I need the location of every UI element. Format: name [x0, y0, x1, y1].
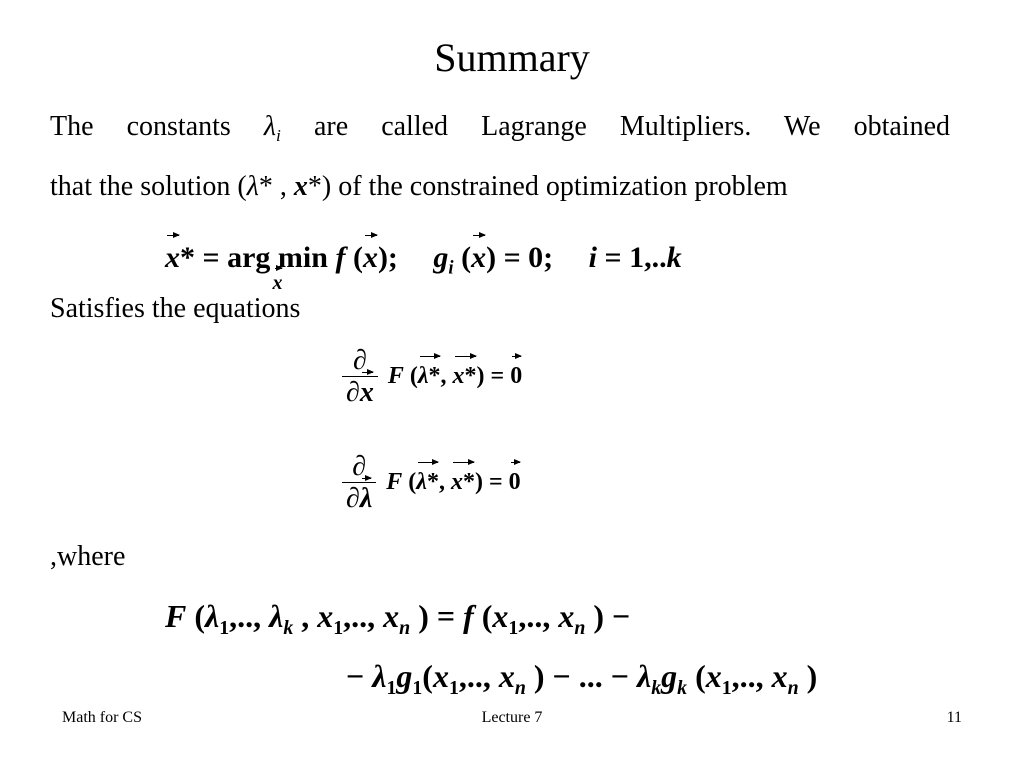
partial-den-symbol-2: ∂: [346, 483, 360, 514]
sub-nd: n: [787, 676, 799, 699]
lambda-symbol: λ: [263, 111, 277, 142]
paragraph-line-2: [50, 170, 950, 204]
where-text: ,where: [50, 541, 126, 572]
x-vec-3: x: [471, 241, 487, 274]
lambda-vec-2: λ: [416, 469, 427, 496]
x-1d: x: [705, 658, 722, 694]
sub-1g: 1: [721, 676, 732, 699]
g-symbol: g: [433, 241, 449, 274]
star: *: [258, 171, 273, 202]
footer-center: Lecture 7: [481, 709, 543, 726]
sub-n: n: [399, 616, 411, 639]
x-vec: x: [165, 241, 180, 274]
footer-left: Math for CS: [62, 709, 142, 726]
lambda-1: λ: [205, 598, 220, 634]
F-symbol-2: F: [386, 469, 403, 496]
partial-den-2: [342, 482, 376, 515]
footer-page-number: 11: [946, 709, 962, 726]
text-lagrange: are called Lagrange Multipliers. We obtained: [313, 111, 950, 142]
text-solution: that the solution (: [50, 171, 247, 202]
k-symbol: k: [666, 241, 682, 274]
lambda-k: λ: [269, 598, 284, 634]
g-1: g: [396, 658, 413, 694]
sub-1a: 1: [219, 616, 230, 639]
x-vec-2: x: [362, 241, 378, 274]
partial-lambda-equation: $\frac{\partial}{\partial\lambda}$ F (λ*, x*) = 0: [342, 452, 521, 515]
den-lambda-vec: λ: [359, 483, 373, 514]
argmin: [227, 240, 328, 294]
x-1: x: [317, 598, 334, 634]
optimization-equation: x* = arg min x f (x); $g_i$ (x) = 0; i = 1,..k: [165, 241, 682, 294]
text-optimization-problem: *) of the constrained optimization problem: [307, 171, 788, 202]
lambda-star-symbol: λ: [246, 171, 259, 202]
f-symbol: f: [335, 241, 346, 274]
f-def: f: [463, 598, 474, 634]
lambda-1b: λ: [372, 658, 387, 694]
sub-1d: 1: [386, 676, 397, 699]
x-star-symbol: x: [293, 171, 308, 202]
argmin-x-vec: x: [272, 272, 283, 294]
g-subscript-i: i: [448, 257, 454, 279]
partial-num-2: ∂: [352, 451, 367, 482]
zero-vec-2: 0: [508, 469, 521, 496]
x-1c: x: [432, 658, 449, 694]
sub-1f: 1: [448, 676, 459, 699]
fraction-d-dx: [342, 346, 378, 409]
partial-num: ∂: [353, 345, 367, 376]
F-symbol: F: [387, 363, 404, 390]
x-n: x: [383, 598, 400, 634]
sub-1c: 1: [508, 616, 519, 639]
x-vec-4: x: [452, 363, 465, 390]
F-definition-line-1: F ($\lambda_1$,.., $\lambda_k$ , $x_1$,.., $x_n$ ) = f ($x_1$,.., $x_n$ ) −: [165, 598, 631, 639]
sub-kc: k: [677, 676, 688, 699]
F-def-symbol: F: [165, 598, 187, 634]
sub-k: k: [283, 616, 294, 639]
slide-title: Summary: [434, 35, 590, 80]
partial-den: [342, 376, 378, 409]
lambda-kb: λ: [637, 658, 652, 694]
x-nd: x: [771, 658, 788, 694]
comma: ,: [279, 171, 287, 202]
paragraph-line-1: [50, 110, 950, 144]
F-definition-line-2: − $\lambda_1g_1(x_1$,.., $x_n$ ) − ... − $\lambda_kg_k$ ($x_1$,.., $x_n$ ): [346, 658, 818, 699]
sub-1e: 1: [412, 676, 423, 699]
x-nb: x: [558, 598, 575, 634]
text-the-constants: The constants: [50, 111, 231, 142]
lambda-vec: λ: [417, 363, 429, 390]
argmin-text: arg min: [227, 241, 328, 274]
sub-nb: n: [574, 616, 586, 639]
lambda-i: [263, 111, 281, 146]
sub-kb: k: [651, 676, 662, 699]
den-x-vec: x: [359, 377, 374, 408]
argmin-subscript: [227, 273, 328, 293]
fraction-d-dlambda: [342, 452, 376, 515]
x-vec-5: x: [450, 469, 463, 496]
sub-1b: 1: [333, 616, 344, 639]
x-nc: x: [498, 658, 515, 694]
i-symbol: i: [588, 241, 598, 274]
partial-x-equation: $\frac{\partial}{\partial x}$ F (λ*, x*) = 0: [342, 346, 522, 409]
g-k: g: [661, 658, 678, 694]
x-1b: x: [492, 598, 509, 634]
partial-den-symbol: ∂: [346, 377, 360, 408]
satisfies-text: Satisfies the equations: [50, 293, 301, 324]
zero-vec: 0: [510, 363, 523, 390]
sub-nc: n: [514, 676, 526, 699]
subscript-i: i: [276, 126, 281, 146]
